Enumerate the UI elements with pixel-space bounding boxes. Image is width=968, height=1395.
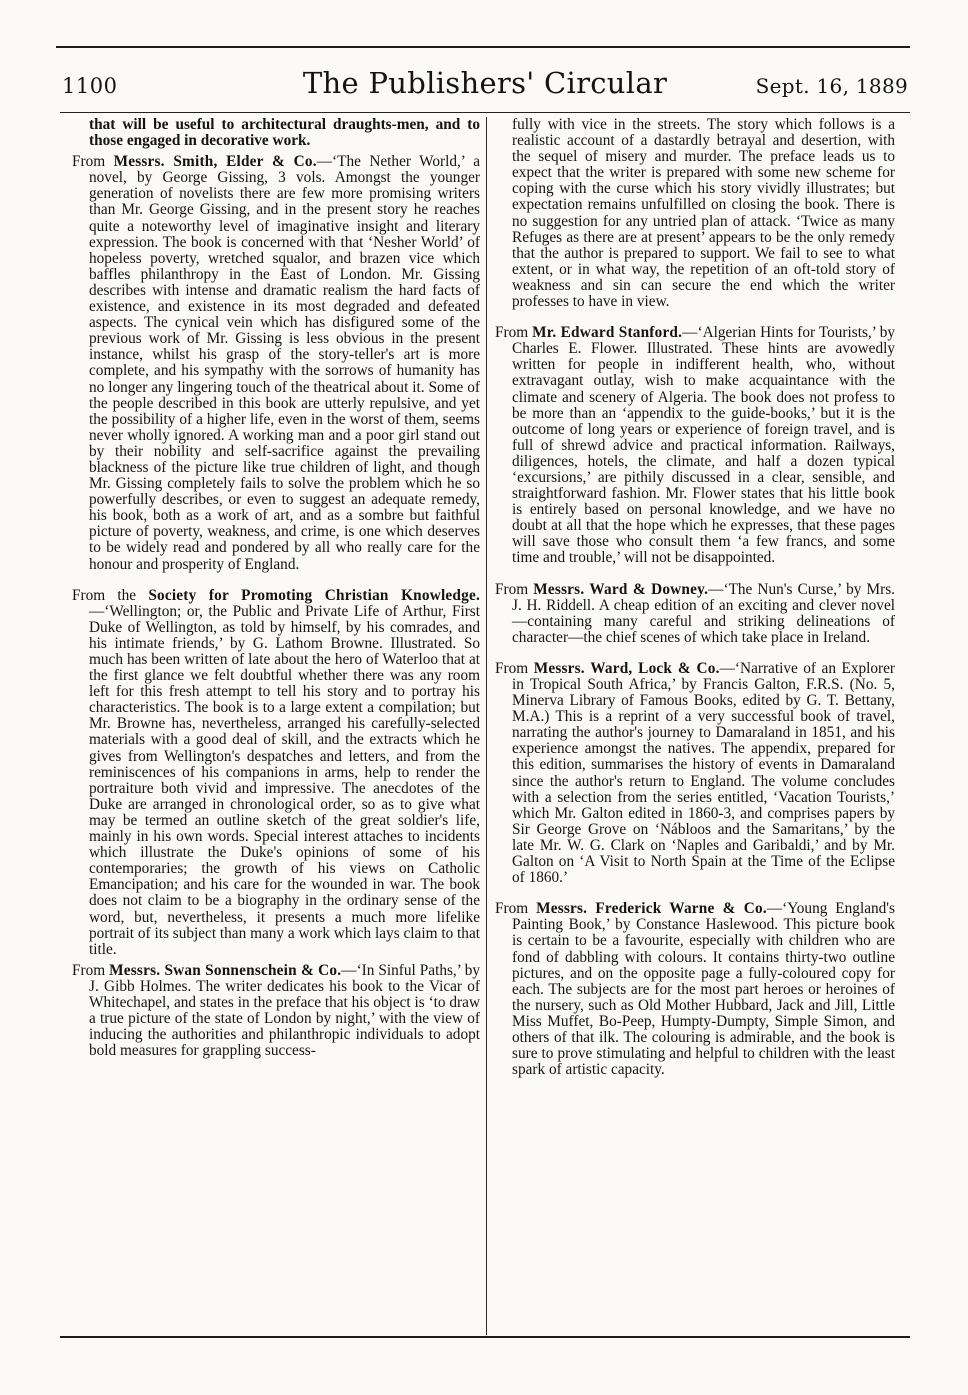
entry-text: —‘Algerian Hints for Tourists,’ by Charles E. Flower. Illustrated. These hints are avowedly written for people in indifferent health, who, without extravagant outlay, wish to make acquaintance with the climate and scenery of Algeria. The book does not profess to be more than an ‘appendix to the guide-books,’ but it is the outcome of long years or experience of foreign travel, and is full of shrewd advice and practical information. Railways, diligences, hotels, the climate, and half a dozen typical ‘excursions,’ are pithily discussed in a clear, sensible, and straightforward fashion. Mr. Flower states that his little book is entirely based on personal knowledge, and we have no doubt at all that the hope which he expresses, that these pages will save those who consult them ‘a few francs, and some time and trouble,’ will not be disappointed.	[512, 324, 895, 567]
header-rule	[60, 112, 910, 113]
page-header	[62, 66, 908, 110]
publisher-name: Messrs. Swan Sonnenschein & Co.	[109, 961, 342, 979]
review-entry	[495, 901, 895, 1078]
page-title: The Publishers' Circular	[302, 66, 668, 100]
review-entry	[72, 154, 480, 572]
review-entry	[495, 582, 895, 646]
entry-lead: From	[495, 580, 529, 598]
continuation-text: that will be useful to architectural draughts-men, and to those engaged in decorative work.	[89, 117, 480, 150]
column-divider	[486, 117, 487, 1335]
entry-lead: From the	[72, 586, 137, 604]
entry-text: —‘Wellington; or, the Public and Private Life of Arthur, First Duke of Wellington, as told by himself, by his comrades, and his intimate friends,’ by G. Lathom Browne. Illustrated. So much has been written of late about the hero of Waterloo that at the first glance we felt doubtful whether there was any room left for this fresh attempt to tell his story and to portray his characteristics. The book is to a large extent a compilation; but Mr. Browne has, nevertheless, arranged his carefully-selected materials with a good deal of skill, and the extracts which he gives from Wellington's despatches and letters, and from the reminiscences of his companions in arms, help to render the portraiture both vivid and impressive. The anecdotes of the Duke are arranged in chronological order, so as to give what may be termed an outline sketch of the great soldier's life, mainly in his own words. Special interest attaches to incidents which illustrate the Duke's opinions of some of his contemporaries; the growth of his views on Catholic Emancipation; and his care for the wounded in war. The book does not claim to be a biography in the ordinary sense of the word, but, nevertheless, it presents a much more lifelike portrait of its subject than many a work which lays claim to that title.	[89, 602, 480, 958]
review-entry	[495, 325, 895, 566]
entry-text: —‘The Nun's Curse,’ by Mrs. J. H. Riddell. A cheap edition of an exciting and clever novel—containing many careful and striking delineations of character—the chief scenes of which take place in Ireland.	[512, 580, 895, 646]
entry-lead: From	[495, 900, 529, 918]
entry-lead: From	[495, 659, 529, 677]
publisher-name: Messrs. Smith, Elder & Co.	[113, 153, 317, 171]
entry-text: —‘Young England's Painting Book,’ by Constance Haslewood. This picture book is certain to be a favourite, especially with children who are fond of dabbling with colours. It contains thirty-two outline pictures, and on the opposite page a fully-coloured copy for each. The subjects are for the most part heroes or heroines of the nursery, such as Old Mother Hubbard, Jack and Jill, Little Miss Muffet, Bo-Peep, Humpty-Dumpty, Simple Simon, and others of that ilk. The colouring is admirable, and the book is sure to prove stimulating and helpful to children with the least spark of artistic capacity.	[512, 900, 895, 1079]
review-entry	[495, 661, 895, 886]
publisher-name: Messrs. Frederick Warne & Co.	[536, 900, 767, 918]
entry-text: —‘Narrative of an Explorer in Tropical South Africa,’ by Francis Galton, F.R.S. (No. 5, Minerva Library of Famous Books, edited by G. T. Bettany, M.A.) This is a reprint of a very successful book of travel, narrating the author's journey to Damaraland in 1851, and his experience amongst the natives. The appendix, prepared for this edition, summarises the history of events in Damaraland since the author's return to England. The volume concludes with a selection from the series entitled, ‘Vacation Tourists,’ which Mr. Galton edited in 1860-3, and comprises papers by Sir George Grove on ‘Nábloos and the Samaritans,’ by the late Mr. W. G. Clark on ‘Naples and Garibaldi,’ and by Mr. Galton on ‘A Visit to North Spain at the Time of the Eclipse of 1860.’	[512, 659, 895, 887]
entry-lead: From	[72, 961, 106, 979]
publisher-name: Mr. Edward Stanford.	[532, 324, 683, 342]
continuation-text: fully with vice in the streets. The story which follows is a realistic account of a dastardly betrayal and desertion, with the sequel of misery and murder. The preface leads us to expect that the writer is prepared with some new scheme for coping with the curse which his story vividly illustrates; but expectation remains unfulfilled on closing the book. There is no suggestion for any untried plan of attack. ‘Twice as many Refuges as there are at present’ appears to be the only remedy that the author is prepared to support. We fail to see to what extent, or in what way, the repetition of an oft-told story of weakness and sin can secure the end which the writer professes to have in view.	[512, 117, 895, 311]
top-rule	[56, 46, 910, 48]
entry-lead: From	[72, 153, 106, 171]
review-entry	[72, 588, 480, 958]
entry-text: —‘The Nether World,’ a novel, by George Gissing, 3 vols. Amongst the younger generation of novelists there are few more promising writers than Mr. George Gissing, and in the present story he reaches quite a noteworthy level of imaginative insight and literary expression. The book is concerned with that ‘Nesher World’ of hopeless poverty, wretched squalor, and brazen vice which baffles philanthropy in the East of London. Mr. Gissing describes with intense and dramatic realism the hard facts of existence, and existence in its most degraded and defeated aspects. The cynical vein which has disfigured some of the previous work of Mr. Gissing is less obvious in the present instance, whilst his grasp of the story-teller's art is more complete, and his sympathy with the sorrows of humanity has no longer any lingering touch of the theatrical about it. Some of the people described in this book are utterly repulsive, and yet the possibility of a higher life, even in the worst of them, seems never wholly ignored. A working man and a poor girl stand out by their nobility and self-sacrifice against the prevailing blackness of the picture like true children of light, and though Mr. Gissing completely fails to solve the problem which he so powerfully describes, or even to suggest an adequate remedy, his book, both as a work of art, and as a sombre but faithful picture of poverty, weakness, and crime, is one which deserves to be widely read and pondered by all who really care for the honour and prosperity of England.	[89, 153, 480, 573]
entry-text: —‘In Sinful Paths,’ by J. Gibb Holmes. The writer dedicates his book to the Vicar of Whitechapel, and states in the preface that his object is ‘to draw a true picture of the state of London by night,’ with the view of inducing the authorities and philanthropic individuals to adopt bold measures for grappling success-	[89, 961, 480, 1060]
publisher-name: Society for Promoting Christian Knowledge.	[148, 586, 480, 604]
issue-date: Sept. 16, 1889	[755, 74, 908, 98]
review-entry	[72, 963, 480, 1060]
publisher-name: Messrs. Ward, Lock & Co.	[533, 659, 720, 677]
left-column	[72, 117, 480, 1337]
publisher-name: Messrs. Ward & Downey.	[533, 580, 709, 598]
page-number: 1100	[62, 74, 118, 98]
bottom-rule	[60, 1336, 910, 1338]
entry-lead: From	[495, 324, 529, 342]
right-column	[495, 117, 895, 1337]
